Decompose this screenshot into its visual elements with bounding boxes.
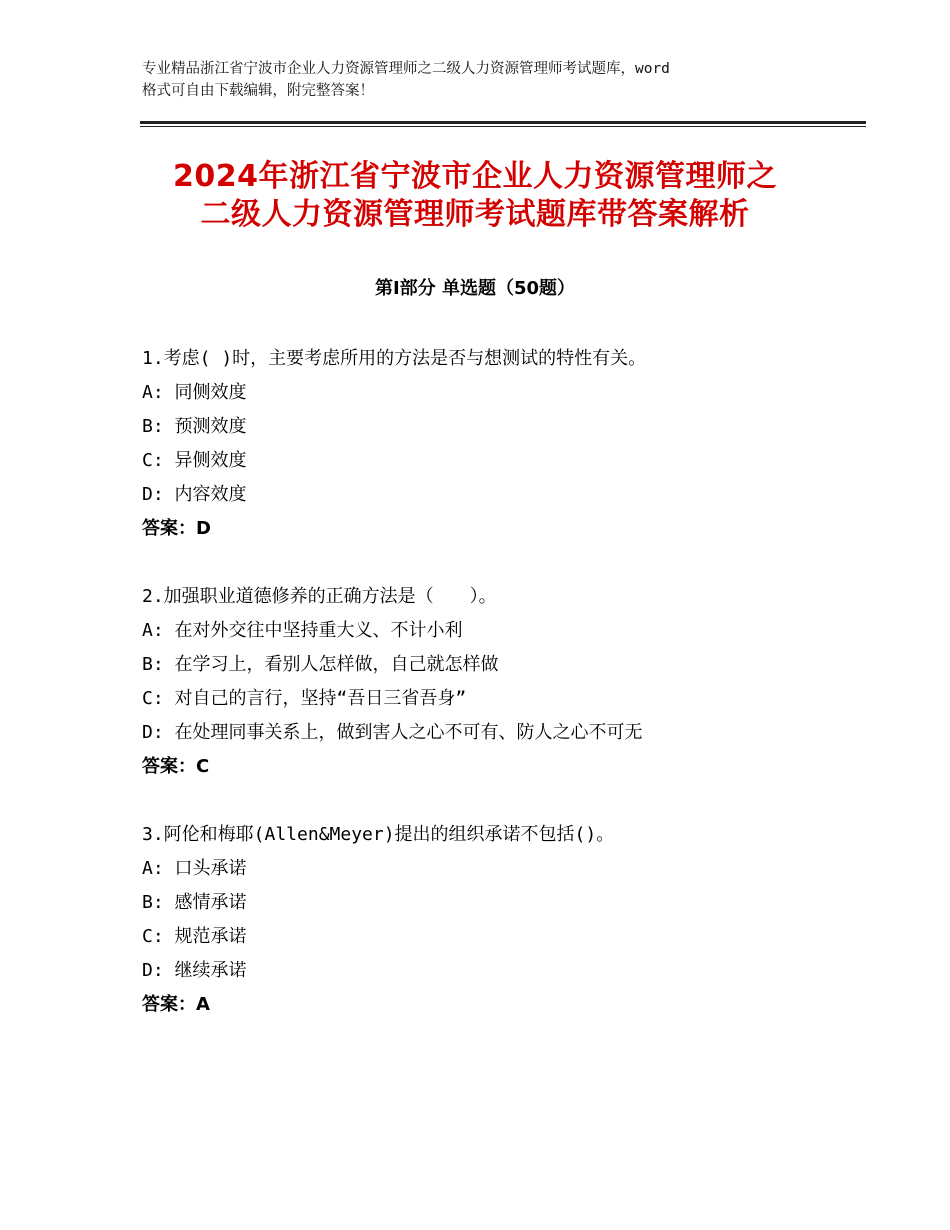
header-note xyxy=(142,58,832,102)
option-a: A: 同侧效度 xyxy=(142,382,247,403)
answer-label: 答案：A xyxy=(142,994,210,1015)
option-a: A: 在对外交往中坚持重大义、不计小利 xyxy=(142,620,463,641)
section-title: 第Ⅰ部分 单选题（50题） xyxy=(374,278,575,299)
document-title-line-1: 2024年浙江省宁波市企业人力资源管理师之 xyxy=(173,159,777,194)
option-b: B: 预测效度 xyxy=(142,416,247,437)
question-stem: 3.阿伦和梅耶(Allen&Meyer)提出的组织承诺不包括()。 xyxy=(142,824,615,845)
document-title-line-2: 二级人力资源管理师考试题库带答案解析 xyxy=(200,197,750,232)
question-3 xyxy=(142,818,862,1022)
option-c: C: 异侧效度 xyxy=(142,450,247,471)
question-list xyxy=(142,342,862,1056)
option-d: D: 在处理同事关系上，做到害人之心不可有、防人之心不可无 xyxy=(142,722,643,743)
option-c: C: 对自己的言行，坚持“吾日三省吾身” xyxy=(142,688,467,709)
option-b: B: 感情承诺 xyxy=(142,892,247,913)
question-2 xyxy=(142,580,862,784)
option-a: A: 口头承诺 xyxy=(142,858,247,879)
header-note-line-1: 专业精品浙江省宁波市企业人力资源管理师之二级人力资源管理师考试题库，word xyxy=(142,61,670,77)
option-d: D: 继续承诺 xyxy=(142,960,247,981)
answer-label: 答案：D xyxy=(142,518,211,539)
header-note-line-2: 格式可自由下载编辑，附完整答案！ xyxy=(142,83,374,99)
document-title xyxy=(100,158,850,234)
header-rule-thick xyxy=(140,121,866,124)
option-c: C: 规范承诺 xyxy=(142,926,247,947)
question-stem: 1.考虑( )时，主要考虑所用的方法是否与想测试的特性有关。 xyxy=(142,348,647,369)
question-stem: 2.加强职业道德修养的正确方法是（ ）。 xyxy=(142,586,497,607)
question-1 xyxy=(142,342,862,546)
header-rule-thin xyxy=(140,126,866,127)
answer-label: 答案：C xyxy=(142,756,210,777)
option-d: D: 内容效度 xyxy=(142,484,247,505)
option-b: B: 在学习上，看别人怎样做，自己就怎样做 xyxy=(142,654,499,675)
